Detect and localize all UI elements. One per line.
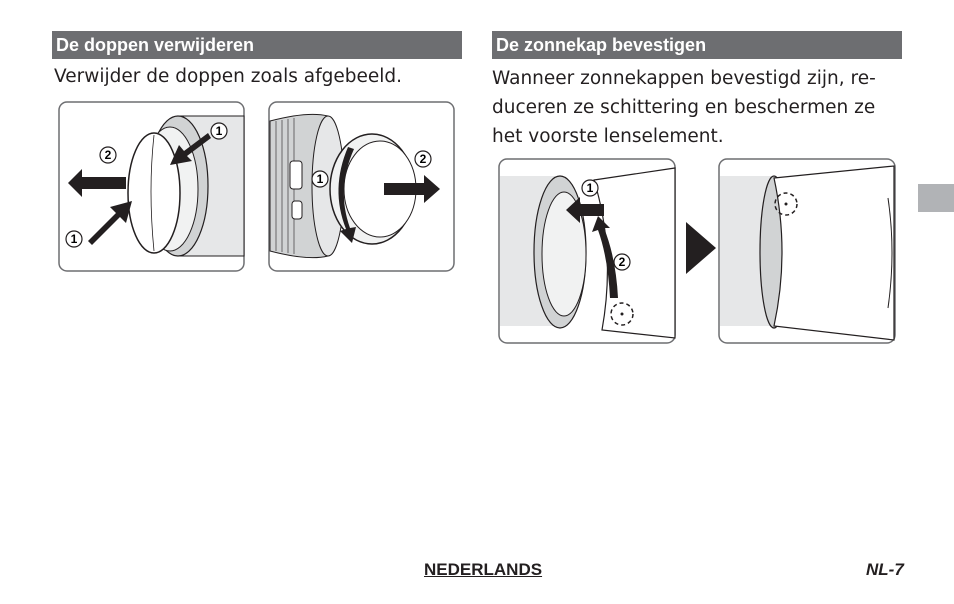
callout-1: 1	[316, 172, 324, 186]
chapter-tab	[918, 184, 954, 212]
callout-2: 2	[618, 255, 626, 269]
rear-cap-illustration	[268, 101, 455, 272]
callout-2: 2	[419, 152, 427, 166]
callout-1: 1	[70, 232, 78, 246]
callout-1: 1	[215, 124, 223, 138]
section-heading-attach-hood: De zonnekap bevestigen	[492, 31, 902, 59]
hood-attach-illustration	[498, 158, 676, 344]
hood-text-line-3: het voorste lenselement.	[492, 126, 724, 147]
next-step-arrow-icon	[686, 222, 716, 274]
footer-language: NEDERLANDS	[424, 560, 543, 579]
callout-1: 1	[586, 181, 594, 195]
front-cap-illustration	[58, 101, 245, 272]
hood-text-line-2: duceren ze schittering en beschermen ze	[492, 97, 876, 118]
page-number: NL-7	[866, 560, 904, 579]
hood-text-line-1: Wanneer zonnekappen bevestigd zijn, re-	[492, 68, 876, 89]
section-heading-remove-caps: De doppen verwijderen	[52, 31, 462, 59]
callout-2: 2	[104, 148, 112, 162]
hood-attached-illustration	[718, 158, 896, 344]
remove-caps-instruction: Verwijder de doppen zoals afgebeeld.	[54, 66, 403, 87]
